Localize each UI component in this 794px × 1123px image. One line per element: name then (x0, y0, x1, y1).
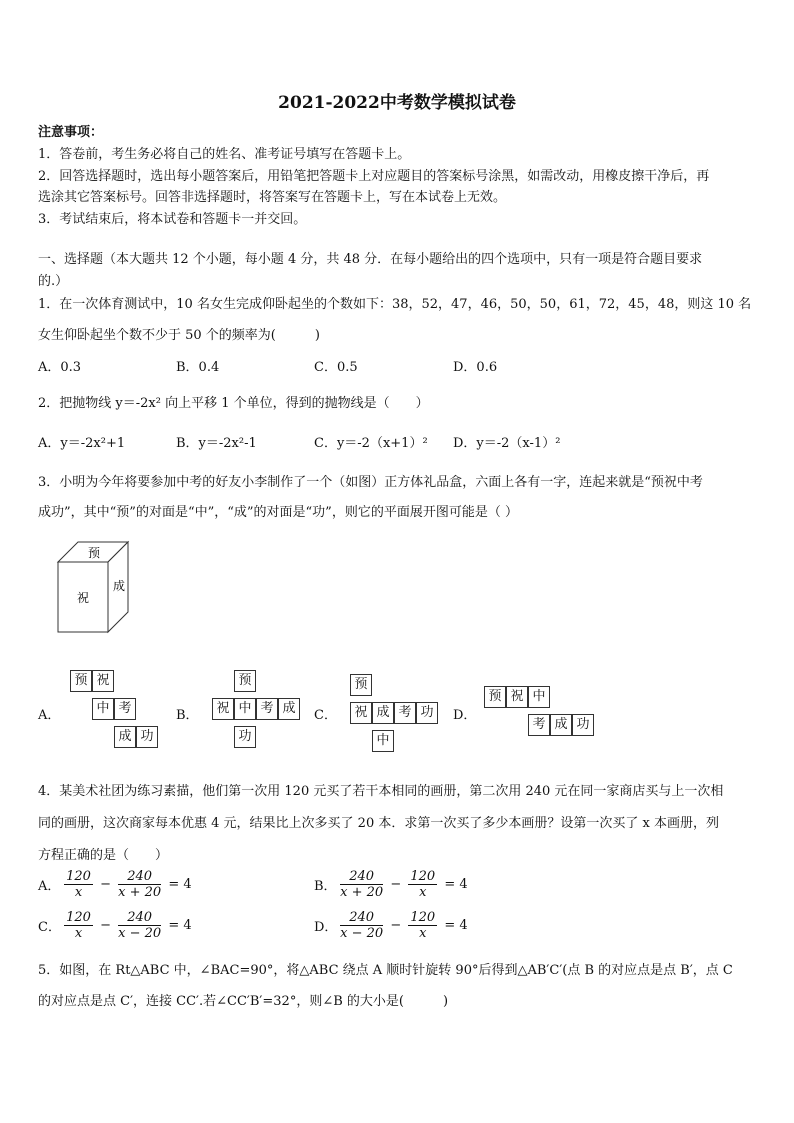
numerator: 240 (340, 869, 383, 885)
numerator: 240 (118, 869, 161, 885)
fraction (408, 869, 437, 900)
question-1-option-a[interactable]: A．0.3 (38, 360, 82, 375)
notice-heading: 注意事项： (38, 125, 104, 140)
cube-front-text: 祝 (76, 591, 90, 605)
question-3-option-a-label[interactable]: A． (38, 708, 61, 723)
notice-item: 选涂其它答案标号。回答非选择题时，将答案写在答题卡上，写在本试卷上无效。 (38, 190, 507, 205)
notice-item: 1．答卷前，考生务必将自己的姓名、准考证号填写在答题卡上。 (38, 147, 411, 162)
net-cell: 考 (528, 714, 550, 736)
net-cell: 成 (278, 698, 300, 720)
net-cell: 中 (528, 686, 550, 708)
question-3-option-d-label[interactable]: D． (453, 708, 477, 723)
net-cell: 预 (484, 686, 506, 708)
question-1-option-c[interactable]: C．0.5 (314, 360, 358, 375)
net-cell: 成 (372, 702, 394, 724)
denominator: x (419, 926, 427, 941)
cube-figure (56, 540, 136, 636)
numerator: 240 (340, 910, 383, 926)
denominator: x (74, 926, 83, 941)
operator: − (100, 877, 112, 892)
option-label: C． (38, 920, 61, 935)
fraction (340, 910, 383, 941)
net-cell: 中 (92, 698, 114, 720)
question-2-stem: 2．把抛物线 y＝-2x² 向上平移 1 个单位，得到的抛物线是（ ） (38, 396, 429, 411)
question-3-stem: 成功”，其中“预”的对面是“中”，“成”的对面是“功”，则它的平面展开图可能是（ ） (38, 505, 518, 520)
denominator: x − 20 (118, 926, 162, 941)
net-cell: 考 (256, 698, 278, 720)
question-3-option-c-label[interactable]: C． (314, 708, 337, 723)
equation-rhs: = 4 (168, 877, 192, 892)
operator: − (390, 918, 402, 933)
section-heading-line: 的.） (38, 274, 69, 289)
option-label: A． (38, 879, 61, 894)
question-4-option-b[interactable] (314, 869, 471, 900)
net-cell: 预 (234, 670, 256, 692)
question-4-option-a[interactable] (38, 869, 195, 900)
page-title: 2021-2022中考数学模拟试卷 (278, 93, 516, 113)
net-cell: 祝 (350, 702, 372, 724)
question-4-option-c[interactable] (38, 910, 195, 941)
numerator: 240 (118, 910, 161, 926)
question-4-stem: 4．某美术社团为练习素描，他们第一次用 120 元买了若干本相同的画册，第二次用 240 元在同一家商店买与上一次相 (38, 784, 724, 799)
net-cell: 成 (114, 726, 136, 748)
fraction (408, 910, 437, 941)
fraction (64, 869, 93, 900)
operator: − (100, 918, 112, 933)
net-cell: 预 (350, 674, 372, 696)
question-2-option-d[interactable]: D．y＝-2（x-1）² (453, 436, 561, 451)
fraction (118, 910, 161, 941)
fraction (340, 869, 383, 900)
net-cell: 祝 (506, 686, 528, 708)
option-label: B． (314, 879, 337, 894)
denominator: x (74, 885, 83, 900)
denominator: x + 20 (118, 885, 162, 900)
net-cell: 成 (550, 714, 572, 736)
question-2-option-c[interactable]: C．y＝-2（x+1）² (314, 436, 428, 451)
question-3-stem: 3．小明为今年将要参加中考的好友小李制作了一个（如图）正方体礼品盒，六面上各有一字，连起来就是“预祝中考 (38, 475, 703, 490)
net-cell: 功 (234, 726, 256, 748)
denominator: x (419, 885, 427, 900)
question-1-option-d[interactable]: D．0.6 (453, 360, 498, 375)
operator: − (390, 877, 402, 892)
net-cell: 考 (394, 702, 416, 724)
question-5-stem: 5．如图，在 Rt△ABC 中，∠BAC=90°，将△ABC 绕点 A 顺时针旋转 90°后得到△AB′C′(点 B 的对应点是点 B′，点 C (38, 963, 733, 978)
equation-rhs: = 4 (168, 918, 192, 933)
denominator: x + 20 (340, 885, 384, 900)
net-cell: 预 (70, 670, 92, 692)
equation-rhs: = 4 (444, 918, 468, 933)
net-cell: 中 (372, 730, 394, 752)
notice-item: 3．考试结束后，将本试卷和答题卡一并交回。 (38, 212, 307, 227)
denominator: x − 20 (340, 926, 384, 941)
net-cell: 功 (416, 702, 438, 724)
cube-side-text: 成 (112, 579, 126, 593)
net-cell: 考 (114, 698, 136, 720)
notice-item: 2．回答选择题时，选出每小题答案后，用铅笔把答题卡上对应题目的答案标号涂黑，如需改动，用橡皮擦干净后，再 (38, 169, 710, 184)
numerator: 120 (66, 910, 91, 925)
question-1-stem: 1．在一次体育测试中，10 名女生完成仰卧起坐的个数如下：38，52，47，46，50，50，61，72，45，48，则这 10 名 (38, 297, 752, 312)
option-label: D． (314, 920, 338, 935)
net-cell: 功 (572, 714, 594, 736)
question-3-option-b-label[interactable]: B． (176, 708, 199, 723)
net-cell: 祝 (212, 698, 234, 720)
question-1-option-b[interactable]: B．0.4 (176, 360, 220, 375)
question-4-option-d[interactable] (314, 910, 471, 941)
question-2-option-b[interactable]: B．y＝-2x²-1 (176, 436, 257, 451)
cube-top-text: 预 (87, 546, 101, 560)
net-cell: 中 (234, 698, 256, 720)
question-4-stem: 同的画册，这次商家每本优惠 4 元，结果比上次多买了 20 本．求第一次买了多少本画册？设第一次买了 x 本画册，列 (38, 816, 719, 831)
question-1-stem: 女生仰卧起坐个数不少于 50 个的频率为( ) (38, 328, 320, 343)
net-cell: 祝 (92, 670, 114, 692)
fraction (64, 910, 93, 941)
numerator: 120 (410, 869, 436, 884)
question-4-stem: 方程正确的是（ ） (38, 848, 169, 863)
section-heading-line: 一、选择题（本大题共 12 个小题，每小题 4 分，共 48 分．在每小题给出的四个选项中，只有一项是符合题目要求 (38, 252, 703, 267)
fraction (118, 869, 161, 900)
question-2-option-a[interactable]: A．y＝-2x²+1 (38, 436, 126, 451)
question-5-stem: 的对应点是点 C′，连接 CC′.若∠CC′B′=32°，则∠B 的大小是( ) (38, 994, 449, 1009)
equation-rhs: = 4 (444, 877, 468, 892)
net-cell: 功 (136, 726, 158, 748)
numerator: 120 (66, 869, 91, 884)
numerator: 120 (410, 910, 436, 925)
